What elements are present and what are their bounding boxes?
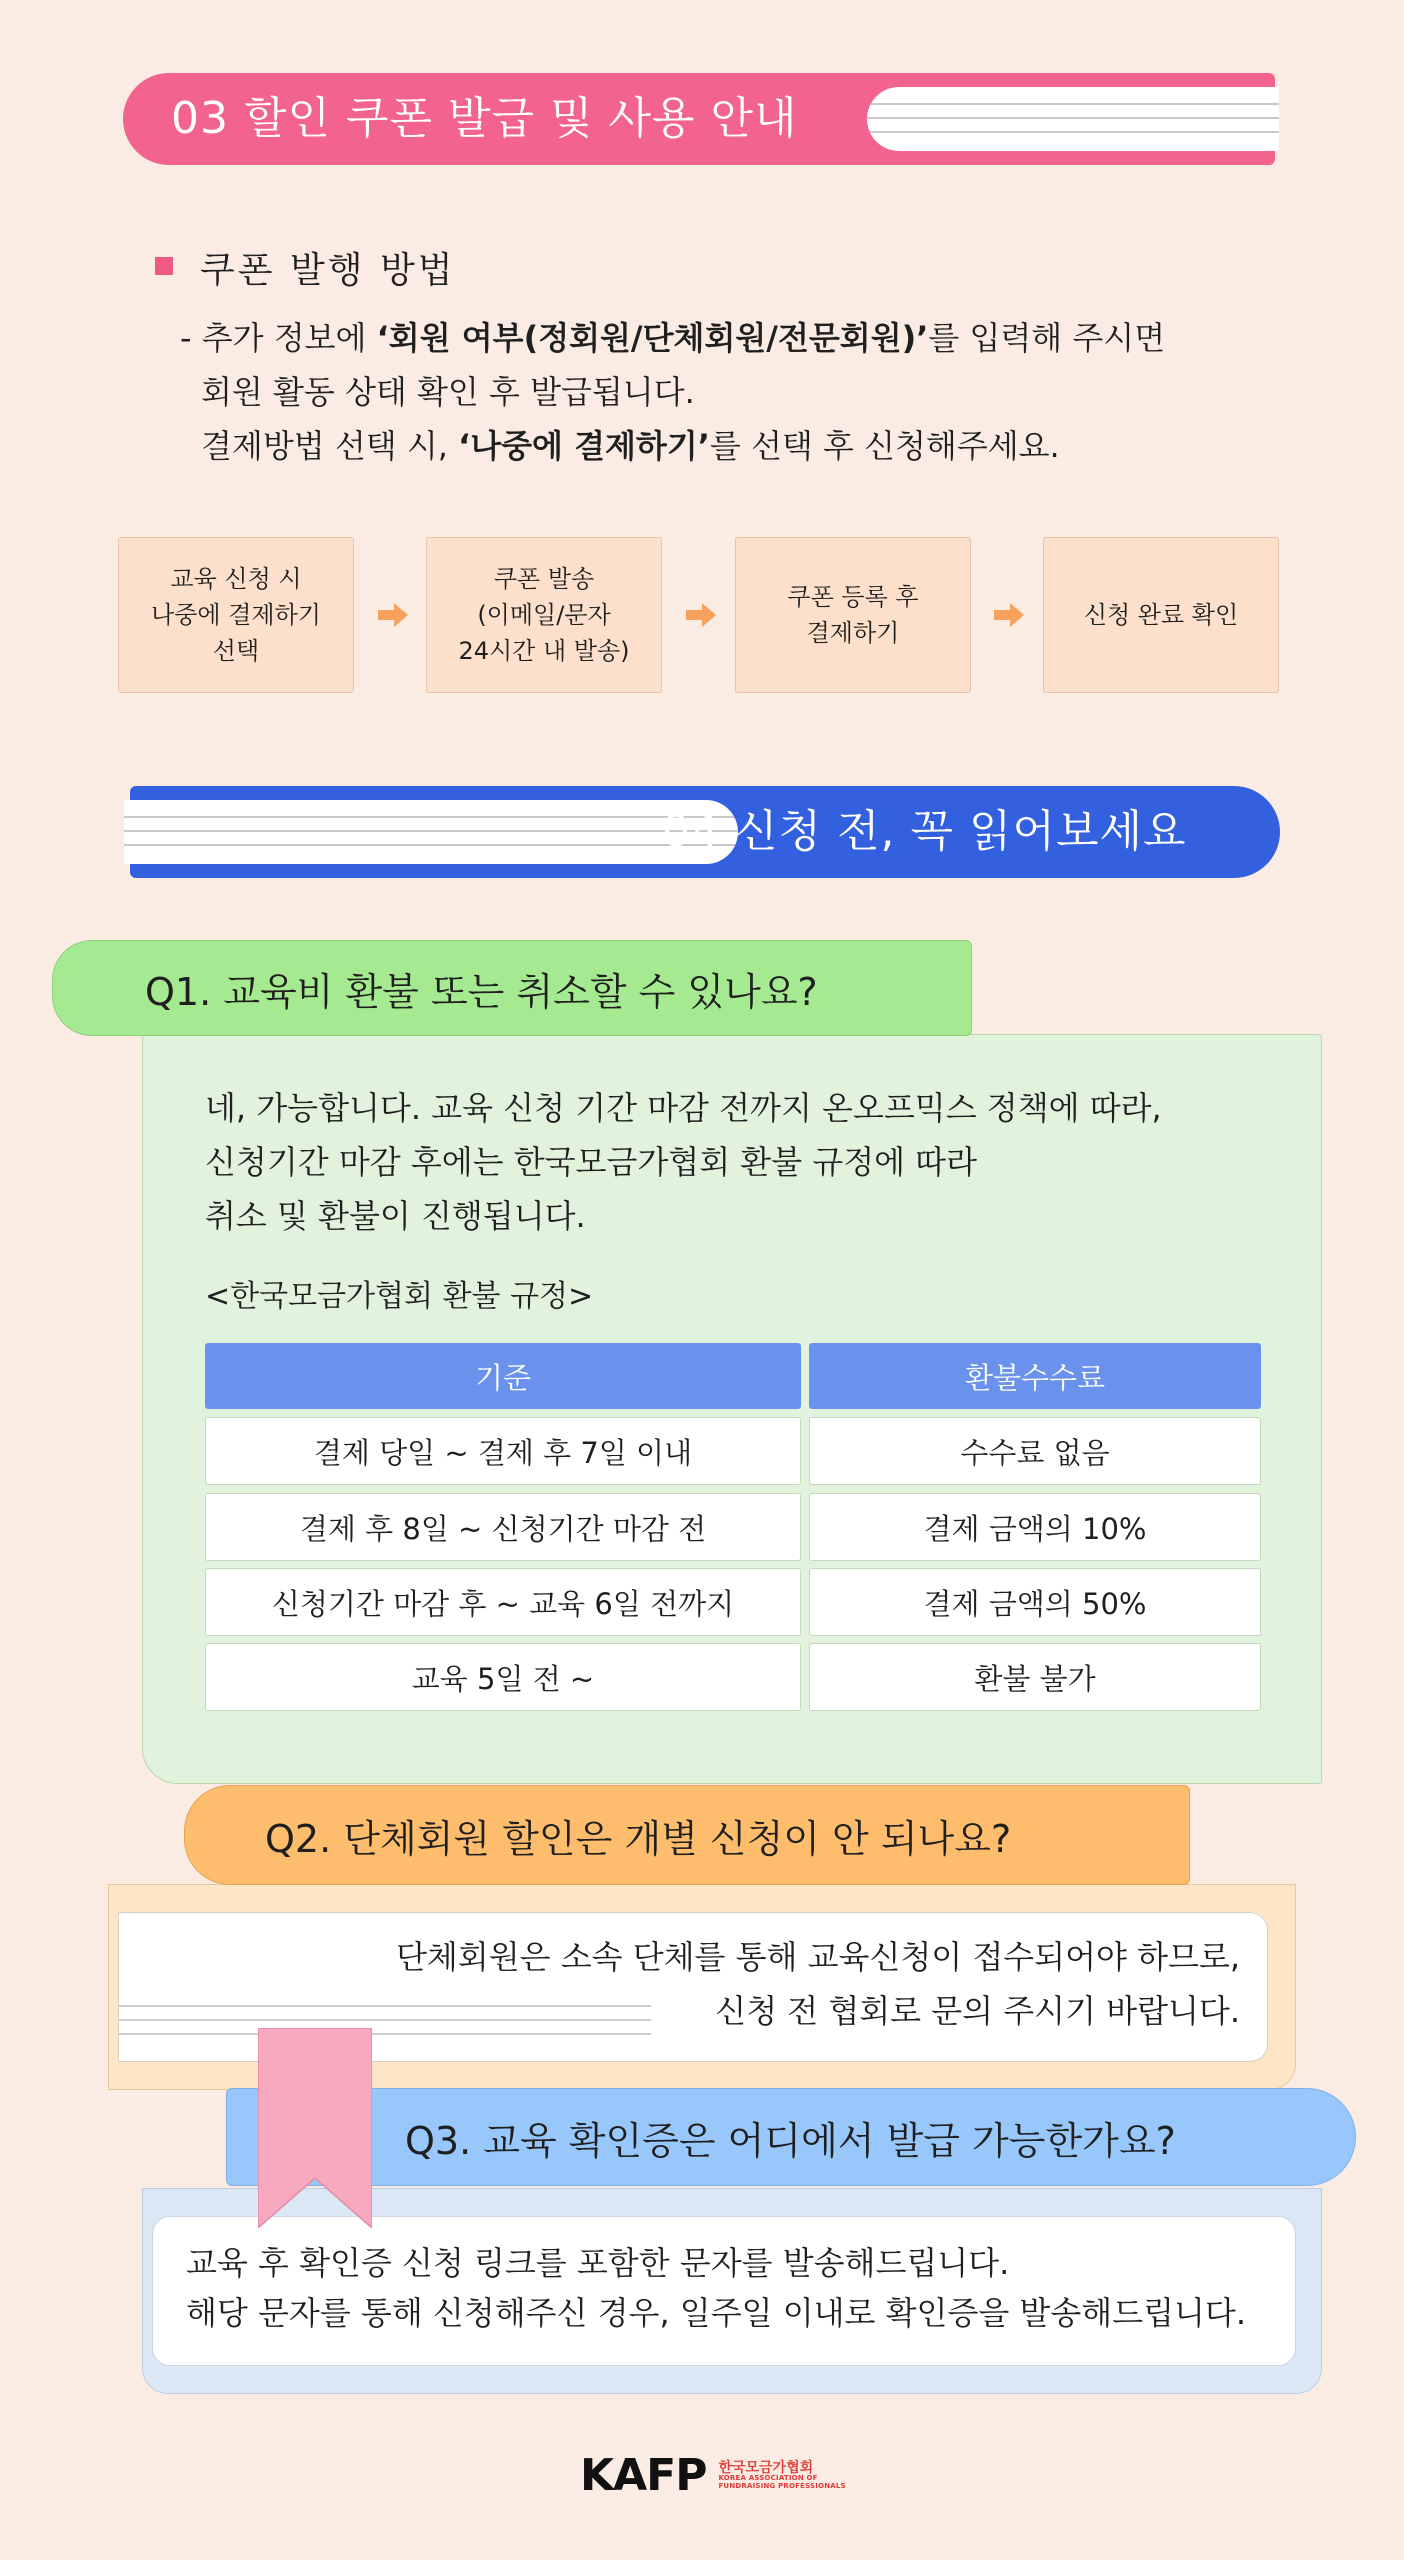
q1-question: Q1. 교육비 환불 또는 취소할 수 있나요? [145,969,818,1014]
section-03-title: 03 할인 쿠폰 발급 및 사용 안내 [171,93,798,144]
coupon-desc-line-2: 회원 활동 상태 확인 후 발급됩니다. [201,373,695,411]
book-icon [124,800,738,864]
logo-mark: KAFP [580,2450,707,2501]
logo-subtitle [718,2459,846,2490]
section-04-header [130,786,1280,878]
q2-question-tab [184,1785,1190,1885]
table-header-cell: 환불수수료 [809,1343,1261,1409]
section-04-title: 04 신청 전, 꼭 읽어보세요 [662,806,1187,857]
q3-question: Q3. 교육 확인증은 어디에서 발급 가능한가요? [405,2118,1176,2163]
logo-english-name-1: KOREA ASSOCIATION OF [718,2473,818,2482]
arrow-right-icon [686,603,716,627]
coupon-method-title: 쿠폰 발행 방법 [200,250,456,291]
section-03-header [123,73,1275,165]
flow-step-4: 신청 완료 확인 [1043,537,1279,693]
table-cell: 환불 불가 [809,1643,1261,1711]
arrow-right-icon [378,603,408,627]
coupon-desc-line-3 [201,419,1060,473]
table-header-cell: 기준 [205,1343,801,1409]
table-cell: 교육 5일 전 ~ [205,1643,801,1711]
q3-question-tab [226,2088,1356,2186]
q1-answer-text: 네, 가능합니다. 교육 신청 기간 마감 전까지 온오프믹스 정책에 따라, 신청기간 마감 후에는 한국모금가협회 환불 규정에 따라 취소 및 환불이 진행됩니다. [205,1089,1162,1235]
desc-text: 결제방법 선택 시, [201,427,459,465]
bullet-square-icon [155,257,173,275]
table-cell: 결제 당일 ~ 결제 후 7일 이내 [205,1417,801,1485]
desc-bold-text: ‘나중에 결제하기’ [458,427,710,465]
kafp-logo [580,2450,846,2501]
arrow-right-icon [994,603,1024,627]
table-cell: 수수료 없음 [809,1417,1261,1485]
flow-step-1: 교육 신청 시 나중에 결제하기 선택 [118,537,354,693]
logo-korean-name: 한국모금가협회 [718,2459,814,2476]
q3-answer-text: 교육 후 확인증 신청 링크를 포함한 문자를 발송해드립니다. 해당 문자를 통해 신청해주신 경우, 일주일 이내로 확인증을 발송해드립니다. [186,2244,1246,2332]
logo-english-name-2: FUNDRAISING PROFESSIONALS [718,2481,846,2490]
desc-text: - 추가 정보에 [180,319,377,357]
coupon-desc-line-1 [180,311,1165,365]
book-icon [867,87,1279,151]
desc-text: 를 입력해 주시면 [928,319,1166,357]
desc-bold-text: ‘회원 여부(정회원/단체회원/전문회원)’ [376,319,929,357]
table-cell: 신청기간 마감 후 ~ 교육 6일 전까지 [205,1568,801,1636]
q2-answer-text: 단체회원은 소속 단체를 통해 교육신청이 접수되어야 하므로, 신청 전 협회로 문의 주시기 바랍니다. [395,1938,1240,2030]
bookmark-ribbon-icon [258,2028,372,2228]
flow-step-3: 쿠폰 등록 후 결제하기 [735,537,971,693]
q2-question: Q2. 단체회원 할인은 개별 신청이 안 되나요? [265,1816,1012,1861]
q1-question-tab [52,940,972,1036]
refund-rule-title: <한국모금가협회 환불 규정> [205,1279,594,1314]
table-cell: 결제 금액의 50% [809,1568,1261,1636]
table-cell: 결제 후 8일 ~ 신청기간 마감 전 [205,1493,801,1561]
q1-answer-card [142,1034,1322,1784]
flow-step-2: 쿠폰 발송 (이메일/문자 24시간 내 발송) [426,537,662,693]
desc-text: 를 선택 후 신청해주세요. [709,427,1060,465]
table-cell: 결제 금액의 10% [809,1493,1261,1561]
